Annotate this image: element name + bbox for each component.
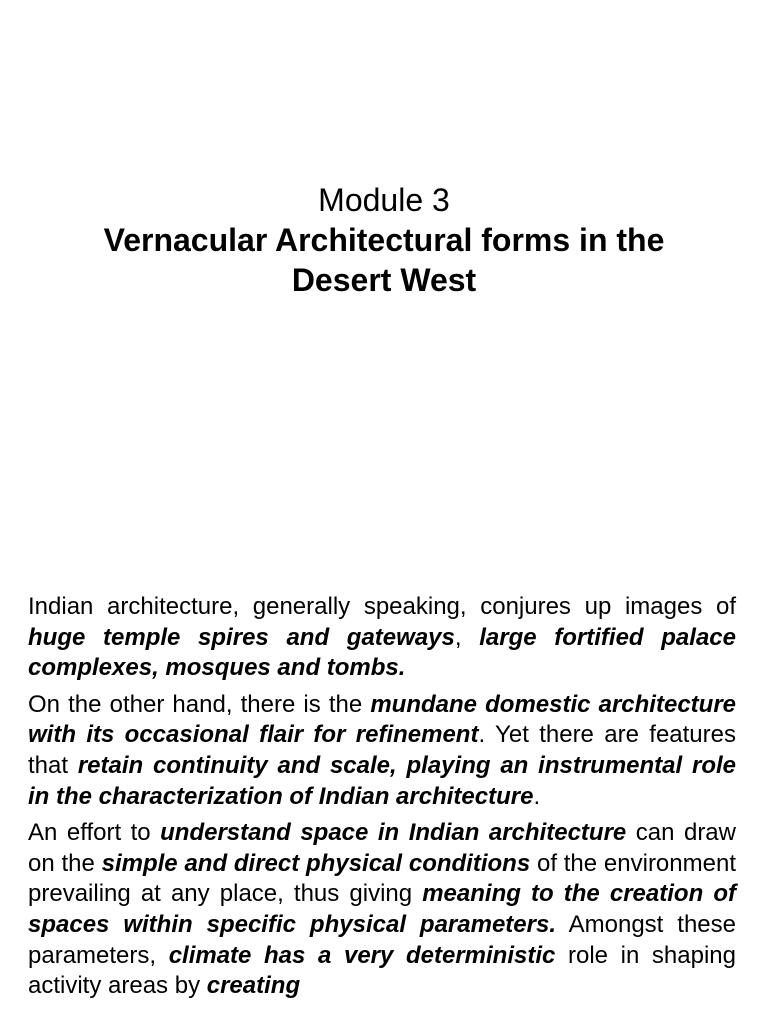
paragraph-2 — [28, 690, 736, 812]
slide-title — [0, 180, 768, 300]
emphasis-text: large fortified palace complexes, mosques and tombs. — [28, 623, 736, 682]
text-segment: . — [533, 782, 541, 810]
emphasis-text: retain continuity and scale, playing an instrumental role in the characterization of Indian architecture — [28, 751, 736, 810]
emphasis-text: creating — [206, 972, 301, 1000]
emphasis-text: meaning to the creation of spaces within specific physical parameters. — [28, 880, 736, 938]
text-segment: Amongst these parameters, — [28, 910, 737, 969]
text-segment: can draw on the — [28, 819, 736, 877]
emphasis-text: climate has a very deterministic — [168, 941, 556, 969]
emphasis-text: huge temple spires and gateways — [28, 623, 455, 651]
body-text — [28, 592, 736, 1008]
emphasis-text: simple and direct physical conditions — [101, 849, 531, 877]
page-title: Vernacular Architectural forms in the Desert West — [103, 222, 665, 298]
text-segment: An effort to — [28, 819, 161, 847]
text-segment: role in shaping activity areas by — [28, 941, 736, 1000]
paragraph-3 — [28, 818, 736, 1002]
text-segment: . Yet there are features that — [28, 721, 736, 779]
text-segment: Indian architecture, generally speaking, conjures up images of — [28, 593, 736, 620]
module-label: Module 3 — [318, 182, 450, 218]
text-segment: of the environment prevailing at any place, thus giving — [28, 849, 736, 908]
emphasis-text: mundane domestic architecture with its occasional flair for refinement — [28, 690, 737, 749]
text-segment: , — [454, 623, 480, 651]
emphasis-text: understand space in Indian architecture — [160, 819, 627, 847]
paragraph-1 — [28, 592, 736, 684]
text-segment: On the other hand, there is the — [28, 690, 371, 718]
